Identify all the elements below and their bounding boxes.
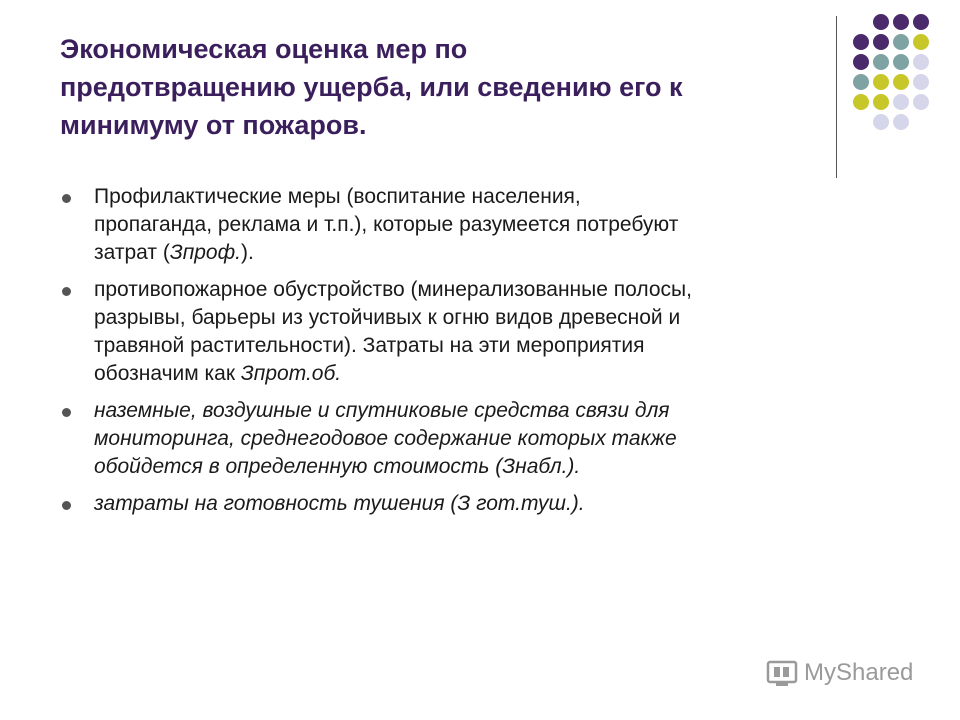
decorative-dot	[873, 54, 889, 70]
bullet-text: Профилактические меры (воспитание населения,	[94, 185, 581, 208]
title-line: Экономическая оценка мер по	[60, 34, 468, 64]
mysharedocs-logo	[766, 656, 913, 690]
decorative-dot	[853, 94, 869, 110]
bullet-item	[60, 490, 880, 518]
bullet-line	[94, 425, 880, 453]
decorative-dot	[893, 114, 909, 130]
decorative-dot	[913, 94, 929, 110]
bullet-item	[60, 397, 880, 481]
bullet-text: обозначим как	[94, 362, 241, 385]
bullet-text: травяной растительности). Затраты на эти мероприятия	[94, 334, 645, 357]
bullet-item	[60, 183, 880, 267]
bullet-line	[94, 332, 880, 360]
decorative-dot	[893, 94, 909, 110]
decorative-dot	[913, 54, 929, 70]
decorative-dot	[893, 74, 909, 90]
decorative-dot	[893, 34, 909, 50]
bullet-text: мониторинга, среднегодовое содержание которых также	[94, 427, 677, 450]
bullet-text: противопожарное обустройство (минерализованные полосы,	[94, 278, 692, 301]
bullet-line	[94, 360, 880, 388]
decorative-dot	[853, 54, 869, 70]
logo-text: MyShared	[804, 659, 914, 686]
decorative-dot	[873, 114, 889, 130]
title-line: минимуму от пожаров.	[60, 110, 367, 140]
decorative-dot	[873, 74, 889, 90]
bullet-line	[94, 453, 880, 481]
bullet-text: Зпрот.об.	[240, 362, 342, 385]
title-divider	[836, 16, 837, 178]
decorative-dot	[913, 34, 929, 50]
bullet-list	[60, 183, 880, 527]
decorative-dot	[853, 74, 869, 90]
decorative-dot	[873, 14, 889, 30]
mysharedocs-logo-icon	[766, 658, 800, 688]
bullet-text: пропаганда, реклама и т.п.), которые разумеется потребуют	[94, 213, 679, 236]
decorative-dot	[873, 34, 889, 50]
bullet-line	[94, 276, 880, 304]
bullet-line	[94, 397, 880, 425]
title-line: предотвращению ущерба, или сведению его к	[60, 72, 683, 102]
bullet-text: наземные, воздушные и спутниковые средства связи для	[94, 399, 670, 422]
bullet-item	[60, 276, 880, 388]
bullet-text: Зпроф.	[169, 241, 241, 264]
bullet-text: разрывы, барьеры из устойчивых к огню видов древесной и	[94, 306, 681, 329]
bullet-line	[94, 239, 880, 267]
bullet-line	[94, 304, 880, 332]
bullet-text: затраты на готовность тушения (З гот.туш.).	[94, 492, 585, 515]
bullet-line	[94, 490, 880, 518]
bullet-text: ).	[241, 241, 254, 264]
bullet-line	[94, 211, 880, 239]
decorative-dot	[873, 94, 889, 110]
bullet-line	[94, 183, 880, 211]
decorative-dot	[853, 34, 869, 50]
decorative-dot	[913, 14, 929, 30]
bullet-text: обойдется в определенную стоимость (Знабл.).	[94, 455, 581, 478]
decorative-dot	[893, 54, 909, 70]
decorative-dot	[913, 74, 929, 90]
decorative-dot	[893, 14, 909, 30]
bullet-text: затрат (	[94, 241, 170, 264]
slide-title	[60, 30, 820, 144]
